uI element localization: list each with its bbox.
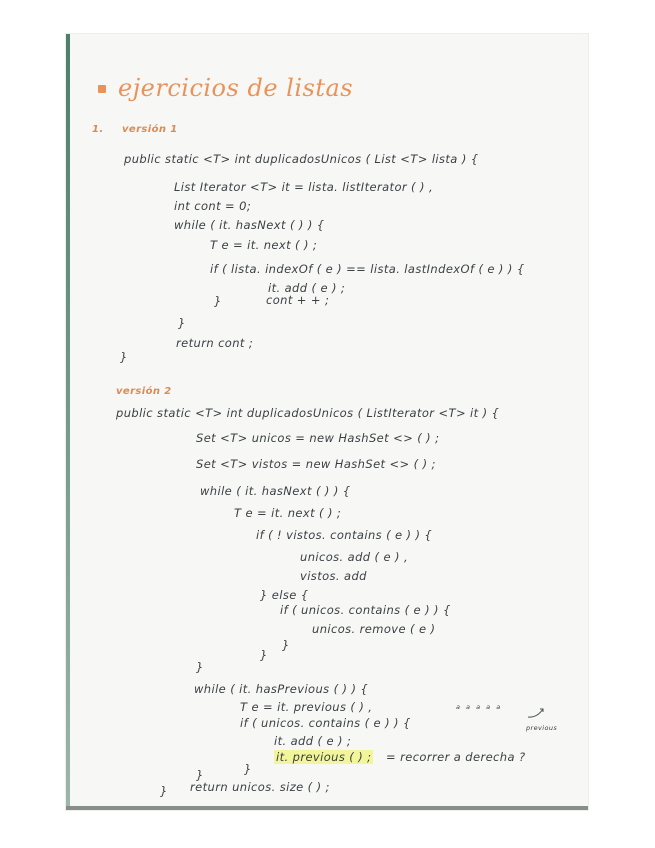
margin-note: = recorrer a derecha ? — [386, 750, 526, 764]
code-line: vistos. add — [300, 569, 367, 583]
curved-arrow-icon — [525, 706, 547, 720]
code-line: } — [196, 660, 204, 674]
code-line: T e = it. previous ( ) , — [240, 700, 373, 714]
code-line: public static <T> int duplicadosUnicos ( List <T> lista ) { — [124, 152, 479, 166]
code-line: Set <T> vistos = new HashSet <> ( ) ; — [196, 457, 436, 471]
code-line: } — [196, 768, 204, 782]
page-edge — [66, 34, 70, 810]
code-line: unicos. remove ( e ) — [312, 622, 436, 636]
code-line: List Iterator <T> it = lista. listIterator ( ) , — [174, 180, 433, 194]
code-line: cont + + ; — [266, 293, 330, 307]
code-line: } — [214, 294, 222, 308]
code-line: while ( it. hasNext ( ) ) { — [200, 484, 351, 498]
code-line: } — [120, 350, 128, 364]
version2-label: versión 2 — [116, 386, 172, 397]
code-line: T e = it. next ( ) ; — [210, 238, 318, 252]
code-line: if ( unicos. contains ( e ) ) { — [240, 716, 411, 730]
dots-sketch: a a a a a — [456, 703, 503, 711]
code-line: T e = it. next ( ) ; — [234, 506, 342, 520]
code-line: return cont ; — [176, 336, 254, 350]
code-line: } — [282, 638, 290, 652]
code-line: } — [260, 648, 268, 662]
code-line: Set <T> unicos = new HashSet <> ( ) ; — [196, 431, 440, 445]
title-bullet — [98, 85, 106, 93]
code-line: while ( it. hasNext ( ) ) { — [174, 218, 325, 232]
code-line: unicos. add ( e ) , — [300, 550, 409, 564]
version1-label: versión 1 — [122, 124, 178, 135]
page-title: ejercicios de listas — [118, 74, 354, 102]
code-line: } — [160, 784, 168, 798]
code-line: } — [244, 762, 252, 776]
code-line: while ( it. hasPrevious ( ) ) { — [194, 682, 369, 696]
code-line — [274, 750, 373, 764]
highlighted-code: it. previous ( ) ; — [276, 750, 372, 764]
code-line: int cont = 0; — [174, 199, 252, 213]
previous-label: previous — [526, 724, 558, 732]
code-line: } else { — [260, 588, 309, 602]
code-line: return unicos. size ( ) ; — [190, 780, 330, 794]
code-line: if ( lista. indexOf ( e ) == lista. lastIndexOf ( e ) ) { — [210, 262, 525, 276]
code-line: if ( ! vistos. contains ( e ) ) { — [256, 528, 433, 542]
page-bottom-edge — [66, 806, 588, 810]
code-line: public static <T> int duplicadosUnicos ( ListIterator <T> it ) { — [116, 406, 500, 420]
code-line: if ( unicos. contains ( e ) ) { — [280, 603, 451, 617]
code-line: } — [178, 316, 186, 330]
section-number: 1. — [92, 124, 104, 135]
code-line: it. add ( e ) ; — [274, 734, 352, 748]
code-line: it. add ( e ) ; — [268, 281, 346, 295]
